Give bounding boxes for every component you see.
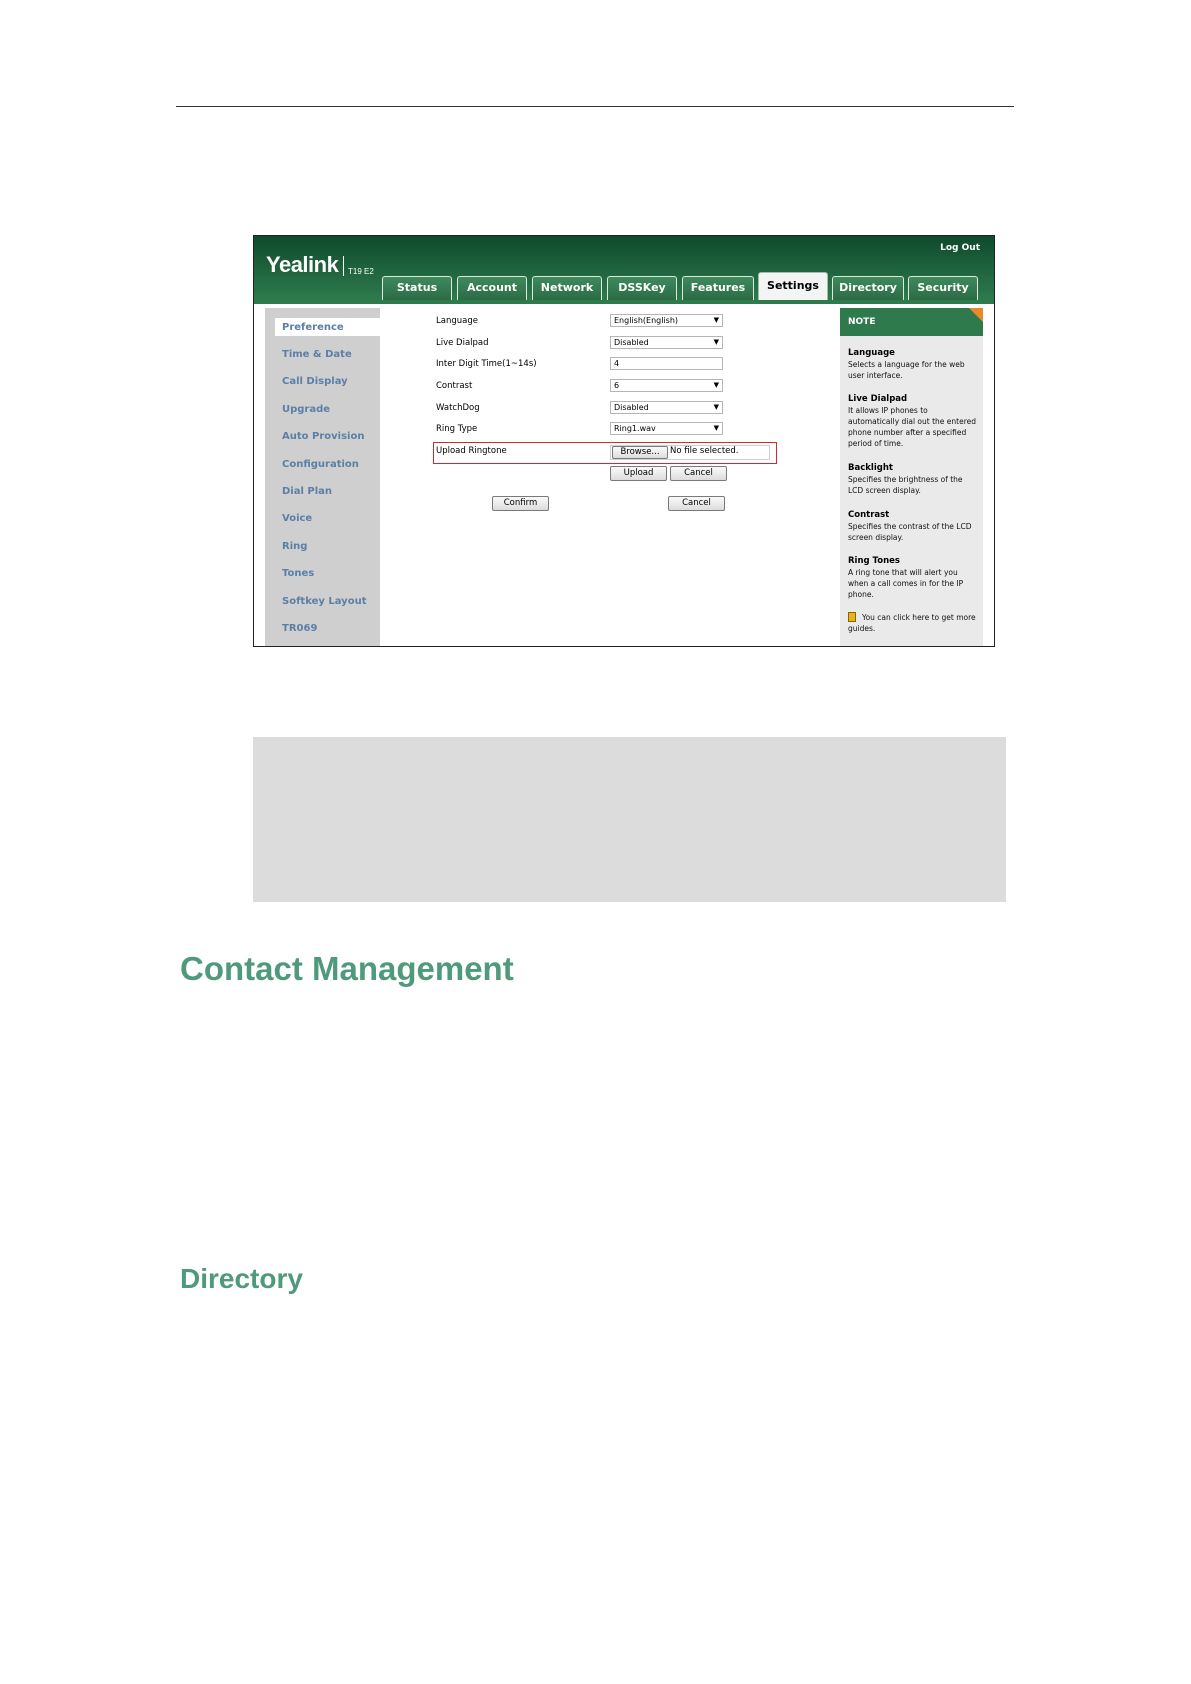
sidebar xyxy=(265,308,380,647)
upload-button[interactable]: Upload xyxy=(610,466,667,481)
watchdog-select[interactable] xyxy=(610,401,723,414)
contrast-label: Contrast xyxy=(436,381,473,391)
upload-ringtone-label: Upload Ringtone xyxy=(436,446,507,456)
dropdown-arrow-icon: ▼ xyxy=(713,381,719,389)
no-file-text: No file selected. xyxy=(670,446,739,456)
browse-button[interactable]: Browse... xyxy=(612,446,668,459)
note-text-contrast: Specifies the contrast of the LCD screen display. xyxy=(848,522,972,542)
tab-features[interactable]: Features xyxy=(682,276,754,300)
sidebar-item-time-date[interactable]: Time & Date xyxy=(282,349,352,360)
header-rule xyxy=(176,106,1014,107)
tab-dsskey[interactable]: DSSKey xyxy=(607,276,677,300)
watchdog-value: Disabled xyxy=(614,403,649,412)
live-dialpad-select[interactable] xyxy=(610,336,723,349)
live-dialpad-value: Disabled xyxy=(614,338,649,347)
cancel-button[interactable]: Cancel xyxy=(668,496,725,511)
sidebar-item-tr069[interactable]: TR069 xyxy=(282,623,318,634)
section-heading: Contact Management xyxy=(180,950,514,987)
note-text-live-dialpad: It allows IP phones to automatically dial out the entered phone number after a specified period of time. xyxy=(848,406,976,448)
note-text-ring-tones: A ring tone that will alert you when a call comes in for the IP phone. xyxy=(848,568,964,599)
contrast-select[interactable] xyxy=(610,379,723,392)
note-callout-box xyxy=(253,737,1006,902)
sidebar-item-voice[interactable]: Voice xyxy=(282,513,313,524)
sidebar-item-auto-provision[interactable]: Auto Provision xyxy=(282,431,365,442)
sidebar-item-configuration[interactable]: Configuration xyxy=(282,459,359,470)
ring-type-label: Ring Type xyxy=(436,424,478,434)
tab-settings[interactable]: Settings xyxy=(758,272,828,300)
note-panel xyxy=(840,308,983,647)
top-bar xyxy=(254,236,994,300)
note-text-backlight: Specifies the brightness of the LCD screen display. xyxy=(848,475,963,495)
sidebar-item-upgrade[interactable]: Upgrade xyxy=(282,404,331,415)
note-text-language: Selects a language for the web user interface. xyxy=(848,360,965,380)
sidebar-item-preference[interactable]: Preference xyxy=(282,322,344,333)
dropdown-arrow-icon: ▼ xyxy=(713,338,719,346)
language-value: English(English) xyxy=(614,316,679,325)
logout-link[interactable]: Log Out xyxy=(940,243,980,253)
tab-network[interactable]: Network xyxy=(532,276,602,300)
note-corner xyxy=(969,308,983,322)
sidebar-item-tones[interactable]: Tones xyxy=(282,568,315,579)
note-title-backlight: Backlight xyxy=(848,463,893,473)
ring-type-value: Ring1.wav xyxy=(614,424,656,433)
note-header: NOTE xyxy=(840,308,983,336)
note-title-ring-tones: Ring Tones xyxy=(848,556,900,566)
note-title-live-dialpad: Live Dialpad xyxy=(848,394,908,404)
confirm-button[interactable]: Confirm xyxy=(492,496,549,511)
tab-underline xyxy=(254,300,994,304)
language-label: Language xyxy=(436,316,478,326)
language-select[interactable] xyxy=(610,314,723,327)
logo-separator xyxy=(343,256,344,276)
tab-status[interactable]: Status xyxy=(382,276,452,300)
tab-account[interactable]: Account xyxy=(457,276,527,300)
inter-digit-input[interactable]: 4 xyxy=(610,357,723,370)
subsection-heading: Directory xyxy=(180,1263,303,1294)
brand-logo: Yealink xyxy=(266,252,339,277)
sidebar-item-ring[interactable]: Ring xyxy=(282,541,308,552)
sidebar-item-softkey-layout[interactable]: Softkey Layout xyxy=(282,596,367,607)
guide-link[interactable]: You can click here to get more guides. xyxy=(848,613,976,633)
contrast-value: 6 xyxy=(614,381,620,390)
sidebar-item-call-display[interactable]: Call Display xyxy=(282,376,348,387)
note-title-contrast: Contrast xyxy=(848,510,890,520)
dropdown-arrow-icon: ▼ xyxy=(713,403,719,411)
model-label: T19 E2 xyxy=(348,267,374,276)
inter-digit-label: Inter Digit Time(1~14s) xyxy=(436,359,537,369)
tab-security[interactable]: Security xyxy=(908,276,978,300)
web-ui-screenshot xyxy=(253,235,995,647)
dropdown-arrow-icon: ▼ xyxy=(713,316,719,324)
live-dialpad-label: Live Dialpad xyxy=(436,338,489,348)
watchdog-label: WatchDog xyxy=(436,403,480,413)
tab-directory[interactable]: Directory xyxy=(832,276,904,300)
ring-type-select[interactable] xyxy=(610,422,723,435)
cancel-upload-button[interactable]: Cancel xyxy=(670,466,727,481)
sidebar-item-dial-plan[interactable]: Dial Plan xyxy=(282,486,333,497)
note-title-language: Language xyxy=(848,348,895,358)
dropdown-arrow-icon: ▼ xyxy=(713,424,719,432)
